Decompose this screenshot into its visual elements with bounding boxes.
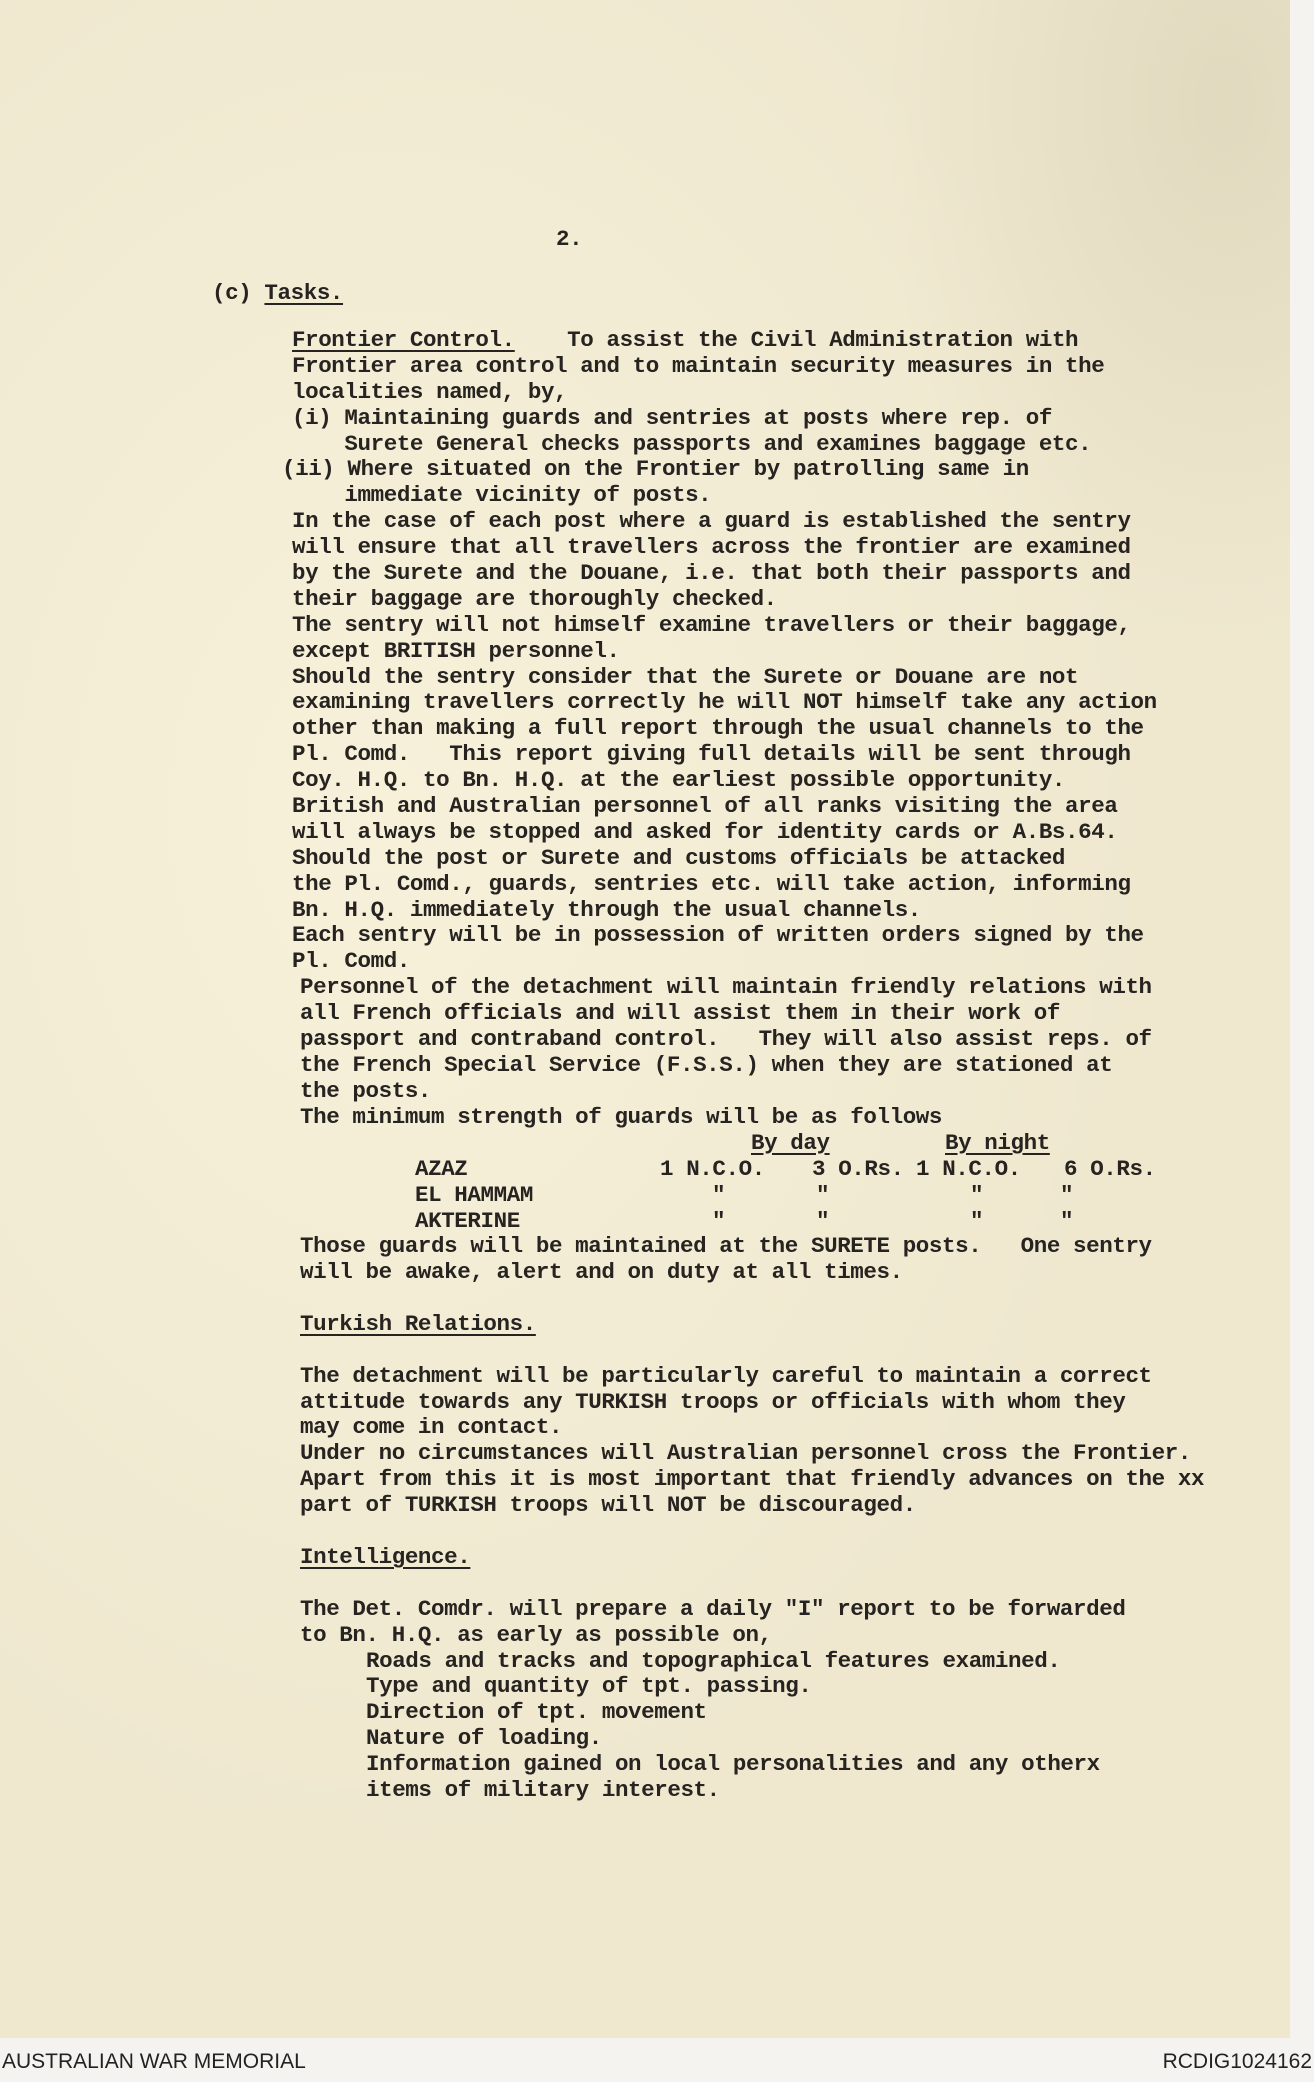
table-post-name: EL HAMMAM [415, 1181, 533, 1208]
text-line: The sentry will not himself examine travellers or their baggage, [292, 611, 1131, 638]
table-post-name: AZAZ [415, 1155, 468, 1182]
turkish-relations-heading-line [300, 1312, 1204, 1364]
text-line: Those guards will be maintained at the SURETE posts. One sentry [300, 1233, 1152, 1260]
table-cell: " [712, 1181, 726, 1208]
text-line: will always be stopped and asked for identity cards or A.Bs.64. [292, 818, 1118, 845]
text-line: will be awake, alert and on duty at all times. [300, 1259, 903, 1286]
text-line: Pl. Comd. This report giving full details will be sent through [292, 741, 1131, 768]
list-item: (ii) Where situated on the Frontier by patrolling same in [282, 456, 1029, 483]
table-cell: " [970, 1207, 984, 1234]
list-item: Roads and tracks and topographical features examined. [366, 1647, 1061, 1674]
text-line: Pl. Comd. [292, 948, 410, 975]
text-line: Apart from this it is most important that friendly advances on the xx [300, 1466, 1205, 1493]
text-line: the French Special Service (F.S.S.) when they are stationed at [300, 1051, 1113, 1078]
text-line: to Bn. H.Q. as early as possible on, [300, 1621, 772, 1648]
table-header-by-day: By day [751, 1129, 830, 1156]
table-cell: 3 O.Rs. [812, 1155, 904, 1182]
list-item: Information gained on local personalities and any otherx [366, 1751, 1100, 1778]
text-line: their baggage are thoroughly checked. [292, 585, 777, 612]
section-label: (c) [212, 280, 252, 306]
text-line: Should the post or Surete and customs officials be attacked [292, 844, 1066, 871]
document-body [282, 327, 1205, 1804]
text-line: may come in contact. [300, 1414, 563, 1441]
list-item: Type and quantity of tpt. passing. [366, 1673, 812, 1700]
table-cell: 1 N.C.O. [660, 1155, 765, 1182]
section-heading [212, 280, 343, 306]
table-cell: " [712, 1207, 726, 1234]
text-line: The detachment will be particularly careful to maintain a correct [300, 1362, 1152, 1389]
list-item: (i) Maintaining guards and sentries at posts where rep. of [292, 404, 1052, 431]
footer-record-id: RCDIG1024162 [1162, 2050, 1312, 2073]
table-cell: 6 O.Rs. [1064, 1155, 1156, 1182]
intelligence-heading: Intelligence. [300, 1543, 471, 1570]
table-cell: " [1060, 1207, 1074, 1234]
text-line: part of TURKISH troops will NOT be discouraged. [300, 1492, 916, 1519]
text-line: Each sentry will be in possession of written orders signed by the [292, 922, 1144, 949]
list-item: Direction of tpt. movement [366, 1699, 707, 1726]
list-item-continuation: Surete General checks passports and examines baggage etc. [292, 430, 1092, 457]
list-item: Nature of loading. [366, 1725, 602, 1752]
table-cell: " [1060, 1181, 1074, 1208]
text-line: attitude towards any TURKISH troops or officials with whom they [300, 1388, 1126, 1415]
list-item: items of military interest. [366, 1776, 720, 1803]
text-line: To assist the Civil Administration with [514, 327, 1079, 353]
text-line: In the case of each post where a guard is established the sentry [292, 508, 1131, 535]
frontier-control-first-line [292, 328, 1196, 354]
text-line: by the Surete and the Douane, i.e. that both their passports and [292, 560, 1131, 587]
text-line: The minimum strength of guards will be as follows [300, 1103, 943, 1130]
text-line: Under no circumstances will Australian personnel cross the Frontier. [300, 1440, 1191, 1467]
page-number: 2. [556, 226, 583, 252]
text-line: localities named, by, [292, 378, 568, 405]
section-title: Tasks. [264, 280, 344, 306]
text-line: British and Australian personnel of all ranks visiting the area [292, 793, 1118, 820]
turkish-relations-heading: Turkish Relations. [300, 1310, 536, 1337]
text-line: passport and contraband control. They will also assist reps. of [300, 1026, 1152, 1053]
footer-source: AUSTRALIAN WAR MEMORIAL [2, 2050, 306, 2073]
table-cell: 1 N.C.O. [916, 1155, 1021, 1182]
list-item-continuation: immediate vicinity of posts. [292, 482, 712, 509]
text-line: examining travellers correctly he will NOT himself take any action [292, 689, 1157, 716]
text-line: all French officials and will assist them in their work of [300, 1000, 1060, 1027]
text-line: Coy. H.Q. to Bn. H.Q. at the earliest possible opportunity. [292, 767, 1066, 794]
text-line: Bn. H.Q. immediately through the usual channels. [292, 896, 921, 923]
table-cell: " [816, 1181, 830, 1208]
text-line: will ensure that all travellers across the frontier are examined [292, 534, 1131, 561]
table-cell: " [970, 1181, 984, 1208]
intelligence-heading-line [300, 1545, 1204, 1597]
table-post-name: AKTERINE [415, 1207, 520, 1234]
text-line: Personnel of the detachment will maintain friendly relations with [300, 974, 1152, 1001]
text-line: Should the sentry consider that the Surete or Douane are not [292, 663, 1079, 690]
text-line: the posts. [300, 1077, 432, 1104]
text-line: except BRITISH personnel. [292, 637, 620, 664]
guards-table [292, 1131, 1196, 1235]
text-line: other than making a full report through the usual channels to the [292, 715, 1144, 742]
table-cell: " [816, 1207, 830, 1234]
text-line: the Pl. Comd., guards, sentries etc. will take action, informing [292, 870, 1131, 897]
text-line: The Det. Comdr. will prepare a daily "I" report to be forwarded [300, 1595, 1126, 1622]
text-line: Frontier area control and to maintain security measures in the [292, 352, 1105, 379]
table-header-by-night: By night [945, 1129, 1050, 1156]
frontier-control-heading: Frontier Control. [292, 327, 515, 353]
